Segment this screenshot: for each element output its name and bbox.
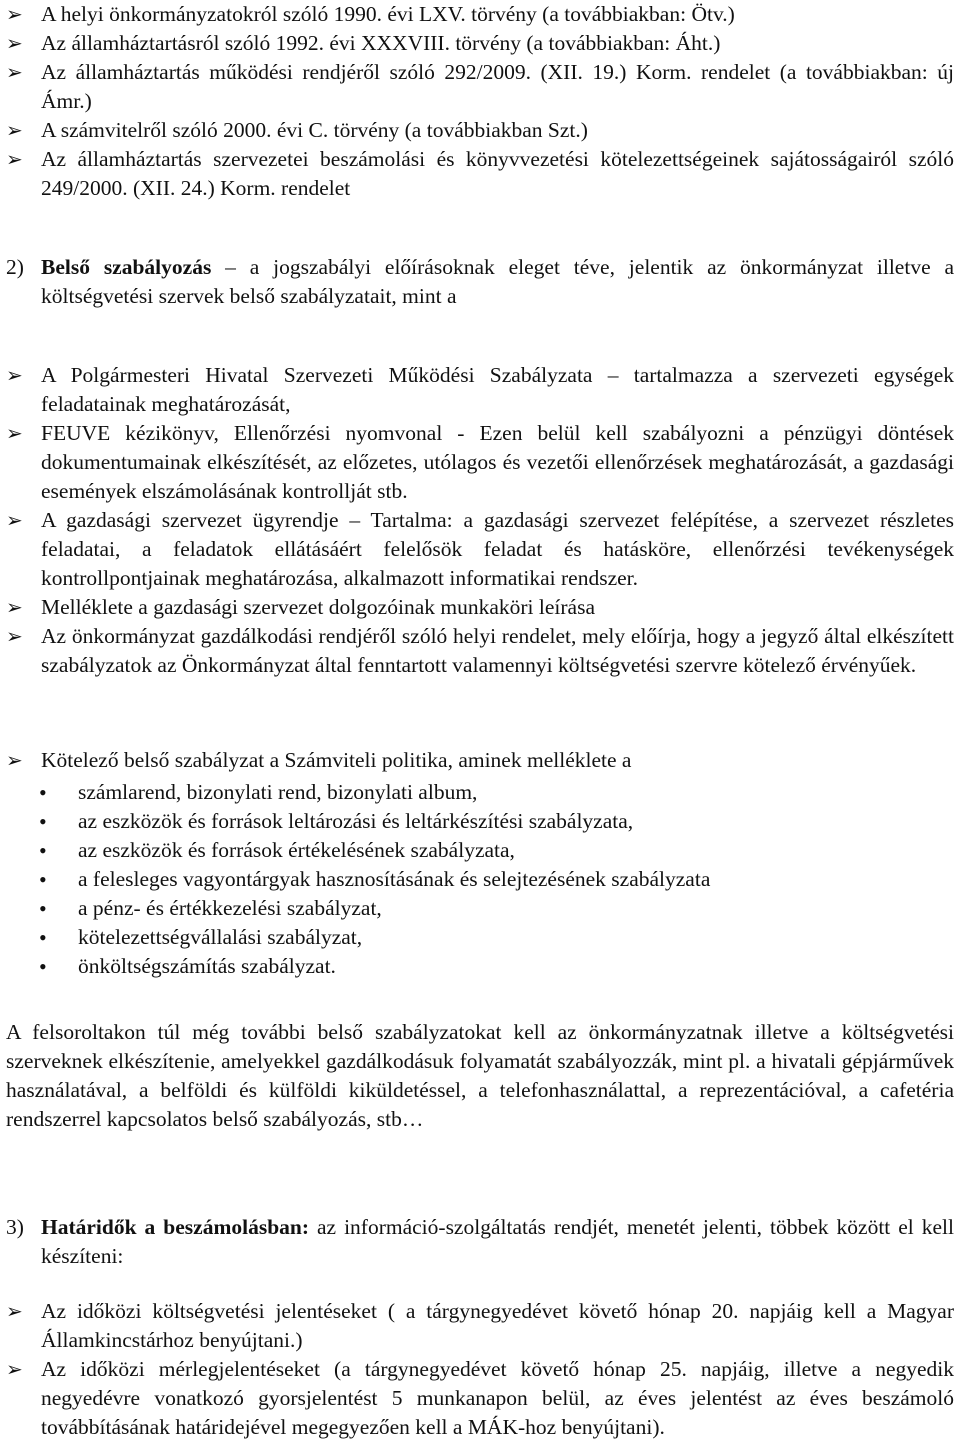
section-number: 2)	[6, 255, 24, 279]
annex-text: számlarend, bizonylati rend, bizonylati album,	[78, 780, 478, 804]
section-2-paragraph	[6, 253, 954, 311]
section-title: Belső szabályozás	[41, 255, 212, 279]
internal-regulation-item	[6, 419, 954, 506]
deadline-text: Az időközi költségvetési jelentéseket ( a tárgynegyedévet követő hónap 20. napjáig kell a Magyar Államkincstárhoz benyújtani.)	[41, 1299, 954, 1352]
arrow-bullet-icon: ➢	[6, 60, 23, 84]
law-list-item	[6, 58, 954, 116]
arrow-bullet-icon: ➢	[6, 748, 23, 772]
annex-list-item	[39, 865, 954, 894]
arrow-bullet-icon: ➢	[6, 508, 23, 532]
law-text: Az államháztartásról szóló 1992. évi XXXVIII. törvény (a továbbiakban: Áht.)	[41, 31, 721, 55]
law-text: Az államháztartás működési rendjéről szóló 292/2009. (XII. 19.) Korm. rendelet (a továbbiakban: új Ámr.)	[41, 60, 954, 113]
annex-text: a felesleges vagyontárgyak hasznosításának és selejtezésének szabályzata	[78, 867, 711, 891]
mandatory-regulation-item	[6, 746, 954, 775]
arrow-bullet-icon: ➢	[6, 421, 23, 445]
bullet-dot-icon: •	[39, 867, 47, 892]
additional-regulations-paragraph: A felsoroltakon túl még további belső szabályzatokat kell az önkormányzatnak illetve a költségvetési szerveknek elkészítenie, amelyekkel gazdálkodásuk folyamatát szabályozzák, mint pl. a hivatali gépjárművek használatával, a belföldi és külföldi kiküldetéssel, a telefonhasználattal, a reprezentációval, a cafetéria rendszerrel kapcsolatos belső szabályozás, stb…	[6, 1020, 954, 1131]
arrow-bullet-icon: ➢	[6, 1357, 23, 1381]
section-3-paragraph	[6, 1213, 954, 1271]
arrow-bullet-icon: ➢	[6, 118, 23, 142]
arrow-bullet-icon: ➢	[6, 595, 23, 619]
annex-list-item	[39, 836, 954, 865]
law-text: A helyi önkormányzatokról szóló 1990. évi LXV. törvény (a továbbiakban: Ötv.)	[41, 2, 735, 26]
section-body	[41, 1213, 954, 1271]
annex-text: az eszközök és források leltározási és leltárkészítési szabályzata,	[78, 809, 634, 833]
bullet-dot-icon: •	[39, 809, 47, 834]
bullet-dot-icon: •	[39, 780, 47, 805]
law-list-item	[6, 145, 954, 203]
internal-regulation-item	[6, 622, 954, 680]
annex-text: önköltségszámítás szabályzat.	[78, 954, 336, 978]
internal-regulation-text: Melléklete a gazdasági szervezet dolgozóinak munkaköri leírása	[41, 595, 595, 619]
deadline-item	[6, 1297, 954, 1355]
deadline-item	[6, 1355, 954, 1442]
law-list-item	[6, 29, 954, 58]
section-title: Határidők a beszámolásban:	[41, 1215, 310, 1239]
annex-list-item	[39, 778, 954, 807]
law-list-item	[6, 116, 954, 145]
deadline-text: Az időközi mérlegjelentéseket (a tárgynegyedévet követő hónap 25. napjáig, illetve a negyedik negyedévre vonatkozó gyorsjelentést 5 munkanapon belül, az éves jelentést az éves beszámoló továbbításának határidejével megegyezően kell a MÁK-hoz benyújtani).	[41, 1357, 954, 1439]
section-body	[41, 253, 954, 311]
internal-regulation-text: A gazdasági szervezet ügyrendje – Tartalma: a gazdasági szervezet felépítése, a szervezet részletes feladatai, a feladatok ellátásáért felelősök feladat és hatásköre, ellenőrzési tevékenységek kontrollpontjainak meghatározása, alkalmazott informatikai rendszer.	[41, 508, 954, 590]
bullet-dot-icon: •	[39, 925, 47, 950]
section-number: 3)	[6, 1215, 24, 1239]
annex-list-item	[39, 894, 954, 923]
internal-regulation-item	[6, 361, 954, 419]
section-text: az információ-szolgáltatás rendjét, menetét jelenti, többek között el kell készíteni:	[41, 1215, 954, 1268]
arrow-bullet-icon: ➢	[6, 624, 23, 648]
law-list-item	[6, 0, 954, 29]
bullet-dot-icon: •	[39, 896, 47, 921]
internal-regulation-text: Az önkormányzat gazdálkodási rendjéről szóló helyi rendelet, mely előírja, hogy a jegyző által elkészített szabályzatok az Önkormányzat által fenntartott valamennyi költségvetési szervre kötelező érvényűek.	[41, 624, 954, 677]
annex-text: az eszközök és források értékelésének szabályzata,	[78, 838, 515, 862]
annex-text: a pénz- és értékkezelési szabályzat,	[78, 896, 382, 920]
arrow-bullet-icon: ➢	[6, 147, 23, 171]
annex-text: kötelezettségvállalási szabályzat,	[78, 925, 363, 949]
arrow-bullet-icon: ➢	[6, 363, 23, 387]
internal-regulation-item	[6, 593, 954, 622]
arrow-bullet-icon: ➢	[6, 1299, 23, 1323]
law-text: Az államháztartás szervezetei beszámolási és könyvvezetési kötelezettségeinek sajátosságairól szóló 249/2000. (XII. 24.) Korm. rendelet	[41, 147, 954, 200]
annex-list-item	[39, 807, 954, 836]
arrow-bullet-icon: ➢	[6, 2, 23, 26]
bullet-dot-icon: •	[39, 954, 47, 979]
arrow-bullet-icon: ➢	[6, 31, 23, 55]
law-text: A számvitelről szóló 2000. évi C. törvény (a továbbiakban Szt.)	[41, 118, 588, 142]
mandatory-regulation-text: Kötelező belső szabályzat a Számviteli politika, aminek melléklete a	[41, 748, 632, 772]
internal-regulation-text: FEUVE kézikönyv, Ellenőrzési nyomvonal - Ezen belül kell szabályozni a pénzügyi döntések dokumentumainak elkészítését, az előzetes, utólagos és vezetői ellenőrzések meghatározását, a gazdasági események elszámolásának kontrollját stb.	[41, 421, 954, 503]
internal-regulation-item	[6, 506, 954, 593]
annex-list-item	[39, 923, 954, 952]
annex-list-item	[39, 952, 954, 981]
internal-regulation-text: A Polgármesteri Hivatal Szervezeti Működési Szabályzata – tartalmazza a szervezeti egységek feladatainak meghatározását,	[41, 363, 954, 416]
section-text: – a jogszabályi előírásoknak eleget téve, jelentik az önkormányzat illetve a költségvetési szervek belső szabályzatait, mint a	[41, 255, 954, 308]
bullet-dot-icon: •	[39, 838, 47, 863]
